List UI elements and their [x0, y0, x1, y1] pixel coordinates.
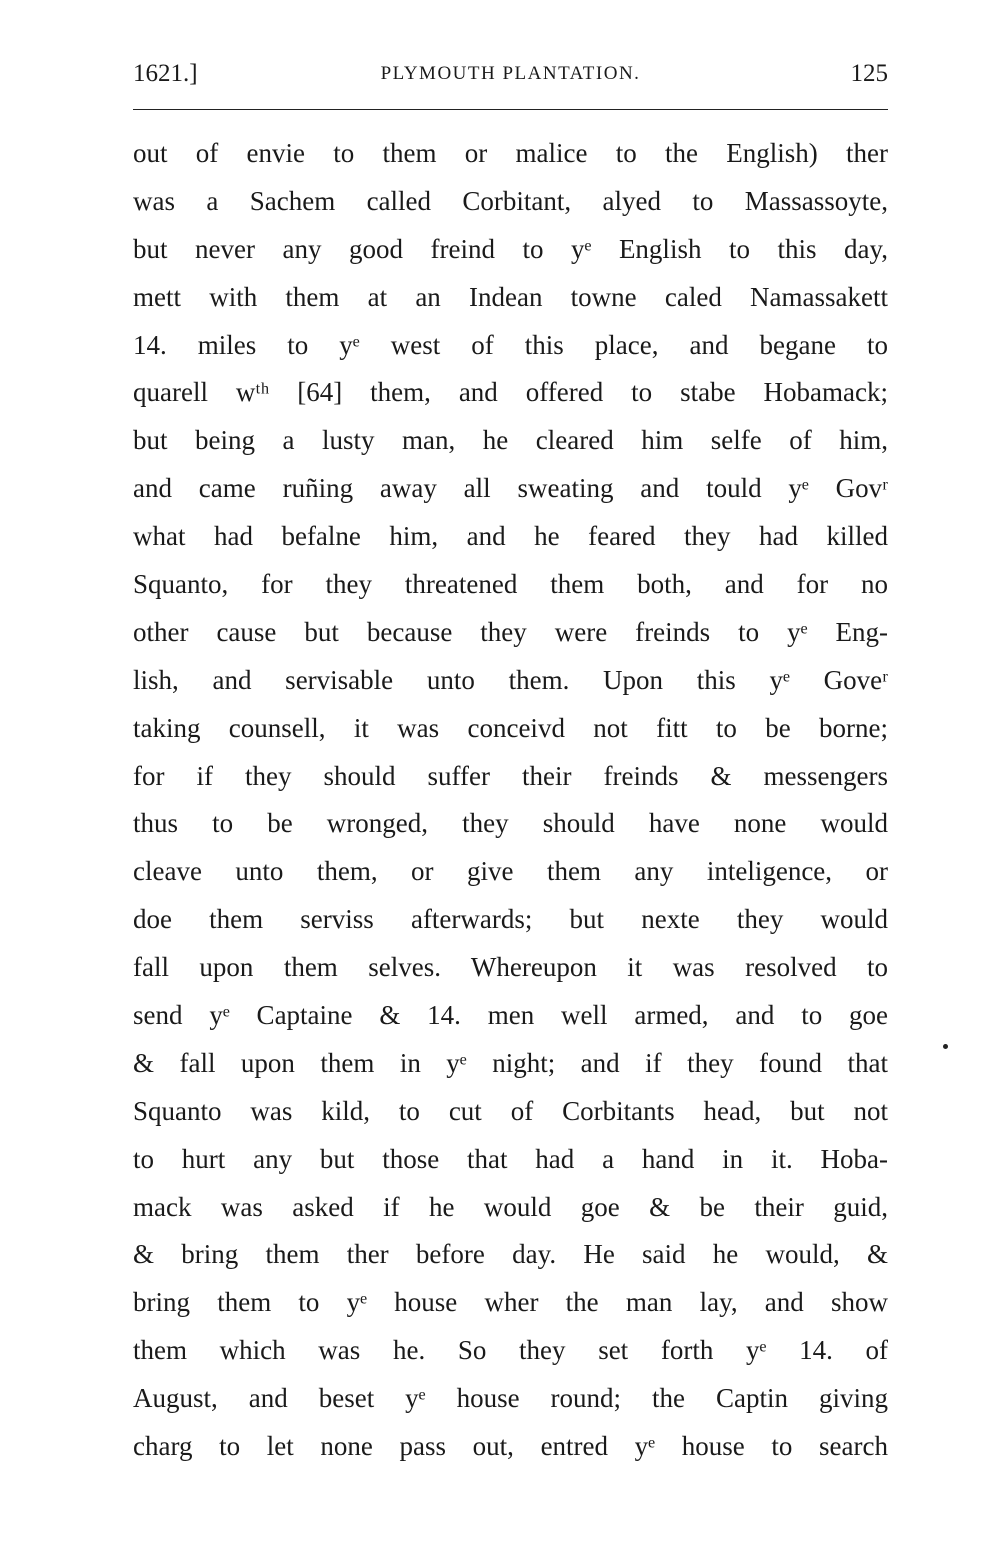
text-line: but being a lusty man, he cleared him selfe of him, [133, 425, 888, 456]
text-line: Squanto was kild, to cut of Corbitants head, but not [133, 1095, 888, 1126]
text-line: send yᵉ Captaine & 14. men well armed, and to goe [133, 1000, 888, 1031]
text-line: for if they should suffer their freinds & messengers [133, 760, 888, 791]
margin-speck [943, 1044, 948, 1049]
text-line: fall upon them selves. Whereupon it was resolved to [133, 952, 888, 983]
text-line: what had befalne him, and he feared they had killed [133, 521, 888, 552]
header-year: 1621.] [133, 60, 198, 87]
running-head [133, 58, 888, 90]
text-line: mett with them at an Indean towne caled Namassakett [133, 281, 888, 312]
text-line: lish, and servisable unto them. Upon this yᵉ Goveʳ [133, 664, 888, 695]
text-line: out of envie to them or malice to the English) ther [133, 138, 888, 168]
text-line: Squanto, for they threatened them both, and for no [133, 569, 888, 600]
text-line: & fall upon them in yᵉ night; and if they found that [133, 1047, 888, 1078]
text-line: mack was asked if he would goe & be their guid, [133, 1191, 888, 1222]
page-number: 125 [850, 60, 888, 87]
header-rule [133, 109, 888, 110]
text-line: to hurt any but those that had a hand in it. Hoba- [133, 1143, 888, 1174]
text-line: doe them serviss afterwards; but nexte they would [133, 904, 888, 935]
text-line: and came ruñing away all sweating and tould yᵉ Govʳ [133, 473, 888, 504]
text-line: quarell wᵗʰ [64] them, and offered to stabe Hobamack; [133, 377, 888, 408]
text-line: bring them to yᵉ house wher the man lay, and show [133, 1287, 888, 1318]
text-line: taking counsell, it was conceivd not fitt to be borne; [133, 712, 888, 743]
text-line: them which was he. So they set forth yᵉ 14. of [133, 1335, 888, 1366]
text-line: other cause but because they were freinds to yᵉ Eng- [133, 616, 888, 647]
body-text [133, 130, 888, 1471]
text-line: cleave unto them, or give them any inteligence, or [133, 856, 888, 887]
text-line: but never any good freind to yᵉ English to this day, [133, 233, 888, 264]
header-title: PLYMOUTH PLANTATION. [380, 63, 641, 84]
text-line: & bring them ther before day. He said he would, & [133, 1239, 888, 1270]
text-line: thus to be wronged, they should have none would [133, 808, 888, 839]
text-line: August, and beset yᵉ house round; the Captin giving [133, 1383, 888, 1414]
text-line: charg to let none pass out, entred yᵉ house to search [133, 1431, 888, 1462]
text-line: was a Sachem called Corbitant, alyed to Massassoyte, [133, 185, 888, 216]
text-line: 14. miles to yᵉ west of this place, and begane to [133, 329, 888, 360]
